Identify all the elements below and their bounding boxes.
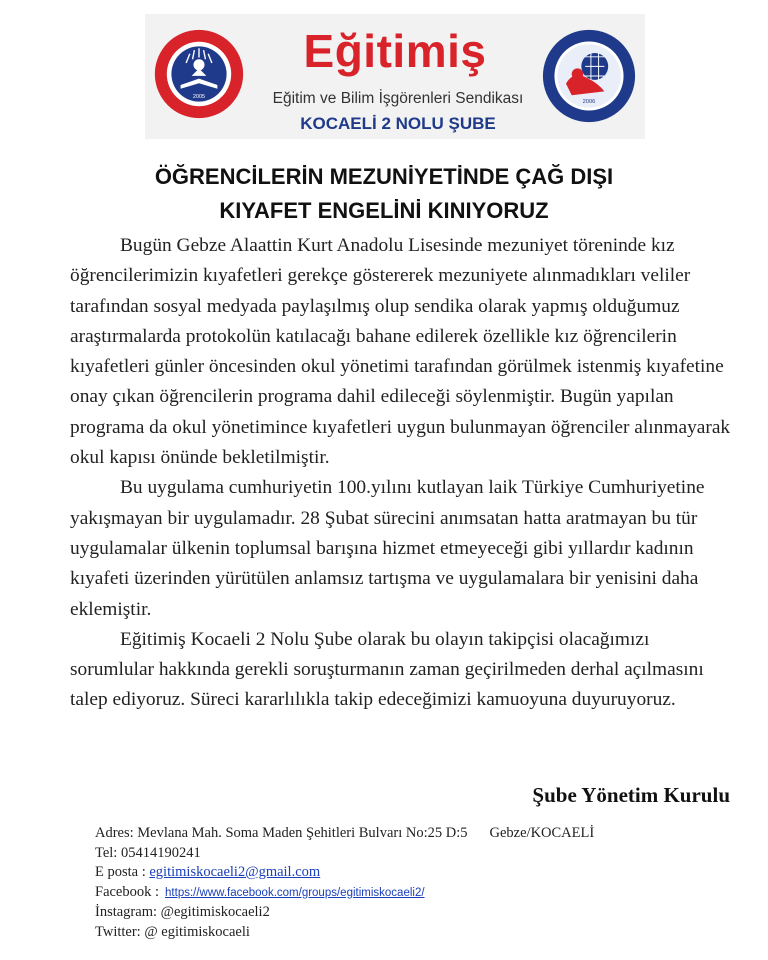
brand-title: Eğitimiş xyxy=(303,25,487,77)
svg-text:2005: 2005 xyxy=(192,93,206,100)
email-label: E posta : xyxy=(95,864,146,880)
facebook-label: Facebook : xyxy=(95,883,160,900)
paragraph-3: Eğitimiş Kocaeli 2 Nolu Şube olarak bu olayın takipçisi olacağımızı sorumlular hakkında gerekli soruşturmanın zaman geçirilmeden derhal açılmasını talep ediyoruz. Süreci kararlılıkla takip edeceğimizi kamuoyuna duyuruyoruz. xyxy=(70,628,704,711)
instagram-row: İnstagram: @egitimiskocaeli2 xyxy=(95,904,270,920)
svg-text:2006: 2006 xyxy=(582,98,596,105)
contact-block xyxy=(95,824,715,942)
branch-name: KOCAELİ 2 NOLU ŞUBE xyxy=(300,114,496,133)
brand-subtitle: Eğitim ve Bilim İşgörenleri Sendikası xyxy=(272,90,524,107)
address-row xyxy=(95,824,715,844)
address-text: Adres: Mevlana Mah. Soma Maden Şehitleri Bulvarı No:25 D:5 xyxy=(95,825,468,841)
headline-line-1: ÖĞRENCİLERİN MEZUNİYETİNDE ÇAĞ DIŞI xyxy=(154,164,614,189)
tel-row: Tel: 05414190241 xyxy=(95,844,201,861)
city-text: Gebze/KOCAELİ xyxy=(489,825,595,841)
egitim-is-logo xyxy=(153,28,245,120)
header-banner xyxy=(145,14,645,139)
email-row xyxy=(95,863,715,883)
paragraph-2: Bu uygulama cumhuriyetin 100.yılını kutlayan laik Türkiye Cumhuriyetine yakışmayan bir uygulamadır. 28 Şubat sürecini anımsatan hatta aratmayan bu tür uygulamalar ülkenin toplumsal barışına hizmet etmeyeceği gibi yıllardır kadının kıyafeti üzerinden yürütülen anlamsız tartışma ve uygulamalara bir yenisini daha eklemiştir. xyxy=(70,477,705,620)
signature: Şube Yönetim Kurulu xyxy=(532,783,730,807)
twitter-row: Twitter: @ egitimiskocaeli xyxy=(95,923,250,940)
article-body xyxy=(70,231,735,716)
headline xyxy=(0,160,768,228)
paragraph-1: Bugün Gebze Alaattin Kurt Anadolu Lisesinde mezuniyet töreninde kız öğrencilerimizin kıyafetleri gerekçe göstererek mezuniyete alınmadıkları veliler tarafından sosyal medyada paylaşılmış olup sendika olarak yapmış olduğumuz araştırmalarda protokolün katılacağı bahane edilerek özellikle kız öğrencilerin kıyafetleri günler öncesinden okul yönetimi tarafından görülmek istenmiş kıyafetine onay çıkan öğrencilerin programa dahil edileceği söylenmiştir. Bugün yapılan programa da okul yönetimince kıyafetleri uygun bulunmayan öğrenciler alınmayarak okul kapısı önünde bekletilmiştir. xyxy=(70,235,731,469)
facebook-link[interactable]: https://www.facebook.com/groups/egitimiskocaeli2/ xyxy=(165,886,425,899)
birlesik-kamu-is-logo xyxy=(541,28,637,124)
headline-line-2: KIYAFET ENGELİNİ KINIYORUZ xyxy=(219,198,549,223)
facebook-row xyxy=(95,883,715,904)
email-link[interactable]: egitimiskocaeli2@gmail.com xyxy=(149,864,321,880)
